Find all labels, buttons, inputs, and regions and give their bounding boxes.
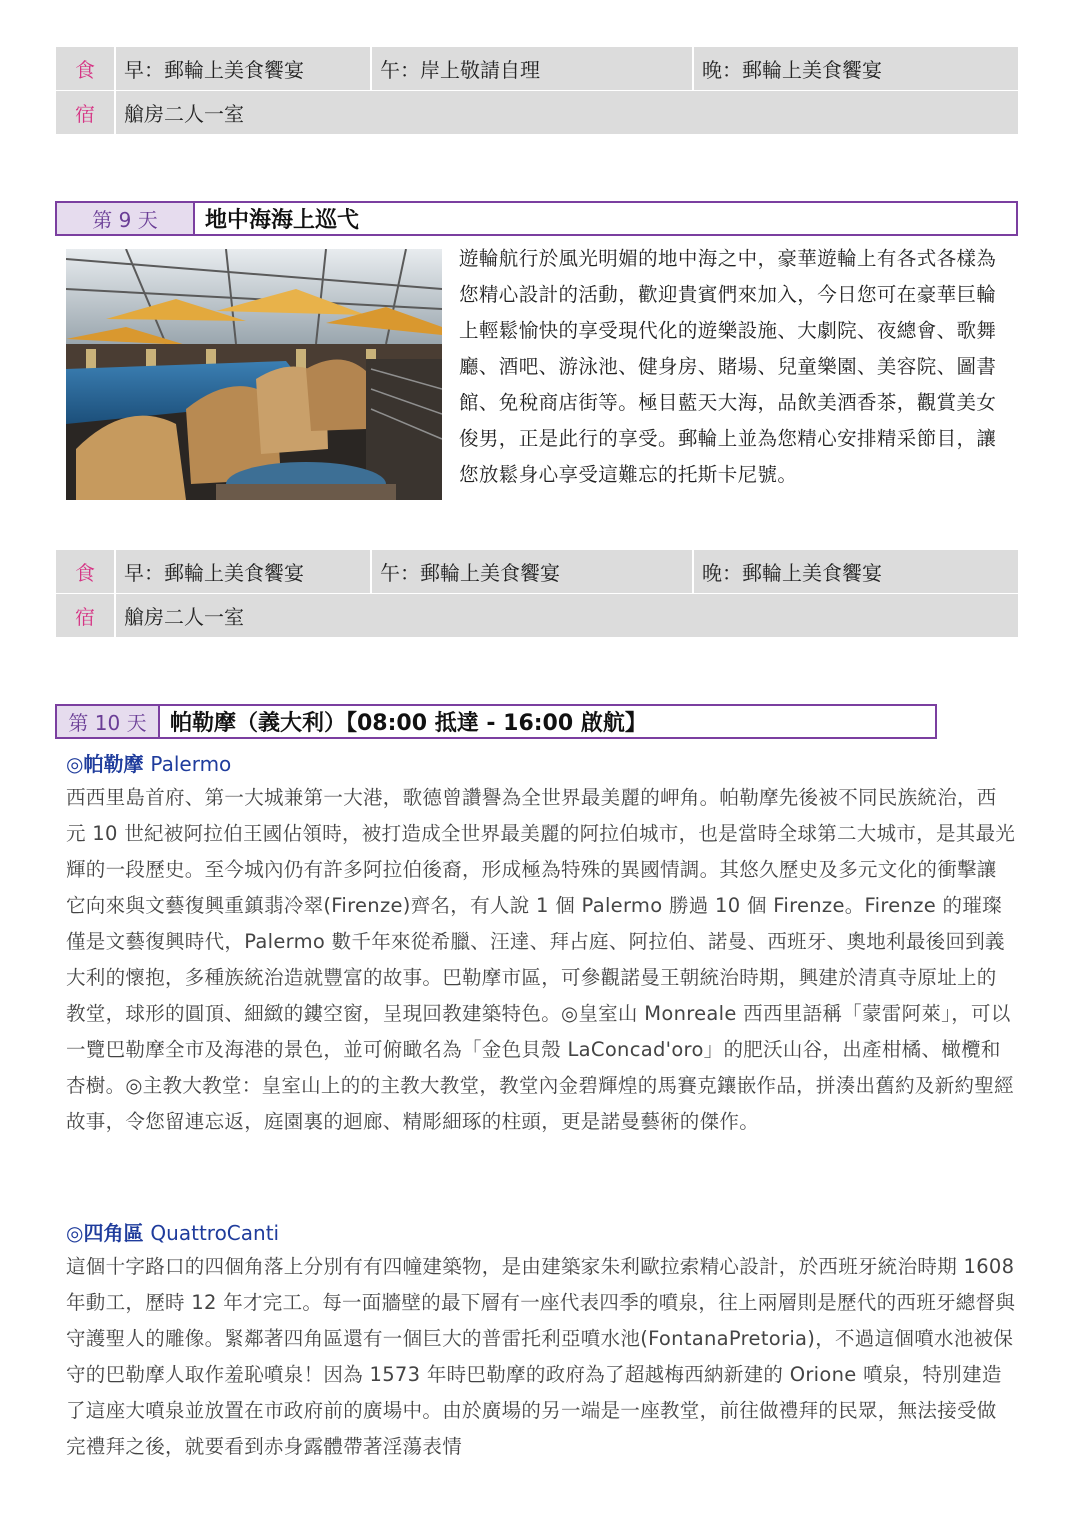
palermo-heading-en: Palermo <box>150 752 232 776</box>
dinner-cell: 晚：郵輪上美食饗宴 <box>694 47 1018 90</box>
day10-title: 帕勒摩（義大利）【08:00 抵達 - 16:00 啟航】 <box>170 711 647 736</box>
day9-description: 遊輪航行於風光明媚的地中海之中，豪華遊輪上有各式各樣為您精心設計的活動，歡迎貴賓們來加入，今日您可在豪華巨輪上輕鬆愉快的享受現代化的遊樂設施、大劇院、夜總會、歌舞廳、酒吧、游泳池、健身房、賭場、兒童樂園、美容院、圖書館、免稅商店街等。極目藍天大海，品飲美酒香茶，觀賞美女俊男，正是此行的享受。郵輪上並為您精心安排精采節目，讓您放鬆身心享受這難忘的托斯卡尼號。 <box>459 247 997 486</box>
lodging-label: 宿 <box>56 594 116 637</box>
lunch-cell: 午：岸上敬請自理 <box>372 47 694 90</box>
lodging-label: 宿 <box>56 91 116 134</box>
meal-row <box>56 47 1018 91</box>
lodging-cell: 艙房二人一室 <box>116 594 1018 637</box>
lodging-row <box>56 91 1018 135</box>
day9-header <box>55 201 1018 236</box>
day10-number: 第 10 天 <box>57 706 160 737</box>
lunch-cell: 午：郵輪上美食饗宴 <box>372 550 694 593</box>
palermo-description: 西西里島首府、第一大城兼第一大港，歌德曾讚譽為全世界最美麗的岬角。帕勒摩先後被不同民族統治，西元 10 世紀被阿拉伯王國佔領時，被打造成全世界最美麗的阿拉伯城市，也是當時全球第二大城市，是其最光輝的一段歷史。至今城內仍有許多阿拉伯後裔，形成極為特殊的異國情調。其悠久歷史及多元文化的衝擊讓它向來與文藝復興重鎮翡冷翠(Firenze)齊名，有人說 1 個 Palermo 勝過 10 個 Firenze。Firenze 的璀璨僅是文藝復興時代，Palermo 數千年來從希臘、汪達、拜占庭、阿拉伯、諾曼、西班牙、奧地利最後回到義大利的懷抱，多種族統治造就豐富的故事。巴勒摩市區，可參觀諾曼王朝統治時期，興建於清真寺原址上的教堂，球形的圓頂、細緻的鏤空窗，呈現回教建築特色。◎皇室山 Monreale 西西里語稱「蒙雷阿萊」，可以一覽巴勒摩全市及海港的景色，並可俯瞰名為「金色貝殼 LaConcad'oro」的肥沃山谷，出產柑橘、橄欖和杏樹。◎主教大教堂：皇室山上的的主教大教堂，教堂內金碧輝煌的馬賽克鑲嵌作品，拼湊出舊約及新約聖經故事，令您留連忘返，庭園裏的迴廊、精彫細琢的柱頭，更是諾曼藝術的傑作。 <box>66 786 1016 1133</box>
day9-title: 地中海海上巡弋 <box>205 208 360 233</box>
palermo-heading-zh: ◎帕勒摩 <box>66 752 151 776</box>
quattrocanti-heading-en: QuattroCanti <box>150 1221 280 1245</box>
meal-table-day9 <box>56 550 1018 638</box>
quattrocanti-heading <box>66 1217 279 1246</box>
quattrocanti-heading-zh: ◎四角區 <box>66 1221 151 1245</box>
lodging-cell: 艙房二人一室 <box>116 91 1018 134</box>
lodging-row <box>56 594 1018 638</box>
day10-header <box>55 704 937 739</box>
meal-table-day8 <box>56 47 1018 135</box>
dinner-cell: 晚：郵輪上美食饗宴 <box>694 550 1018 593</box>
cruise-pool-photo <box>66 249 442 500</box>
breakfast-cell: 早：郵輪上美食饗宴 <box>116 47 372 90</box>
palermo-heading <box>66 748 231 777</box>
meal-row <box>56 550 1018 594</box>
food-label: 食 <box>56 550 116 593</box>
food-label: 食 <box>56 47 116 90</box>
breakfast-cell: 早：郵輪上美食饗宴 <box>116 550 372 593</box>
quattrocanti-description: 這個十字路口的四個角落上分別有有四幢建築物，是由建築家朱利歐拉索精心設計，於西班牙統治時期 1608 年動工，歷時 12 年才完工。每一面牆壁的最下層有一座代表四季的噴泉，往上兩層則是歷代的西班牙總督與守護聖人的雕像。緊鄰著四角區還有一個巨大的普雷托利亞噴水池(FontanaPretoria)，不過這個噴水池被保守的巴勒摩人取作羞恥噴泉！因為 1573 年時巴勒摩的政府為了超越梅西納新建的 Orione 噴泉，特別建造了這座大噴泉並放置在市政府前的廣場中。由於廣場的另一端是一座教堂，前往做禮拜的民眾，無法接受做完禮拜之後，就要看到赤身露體帶著淫蕩表情 <box>66 1255 1016 1458</box>
day9-number: 第 9 天 <box>57 203 195 234</box>
